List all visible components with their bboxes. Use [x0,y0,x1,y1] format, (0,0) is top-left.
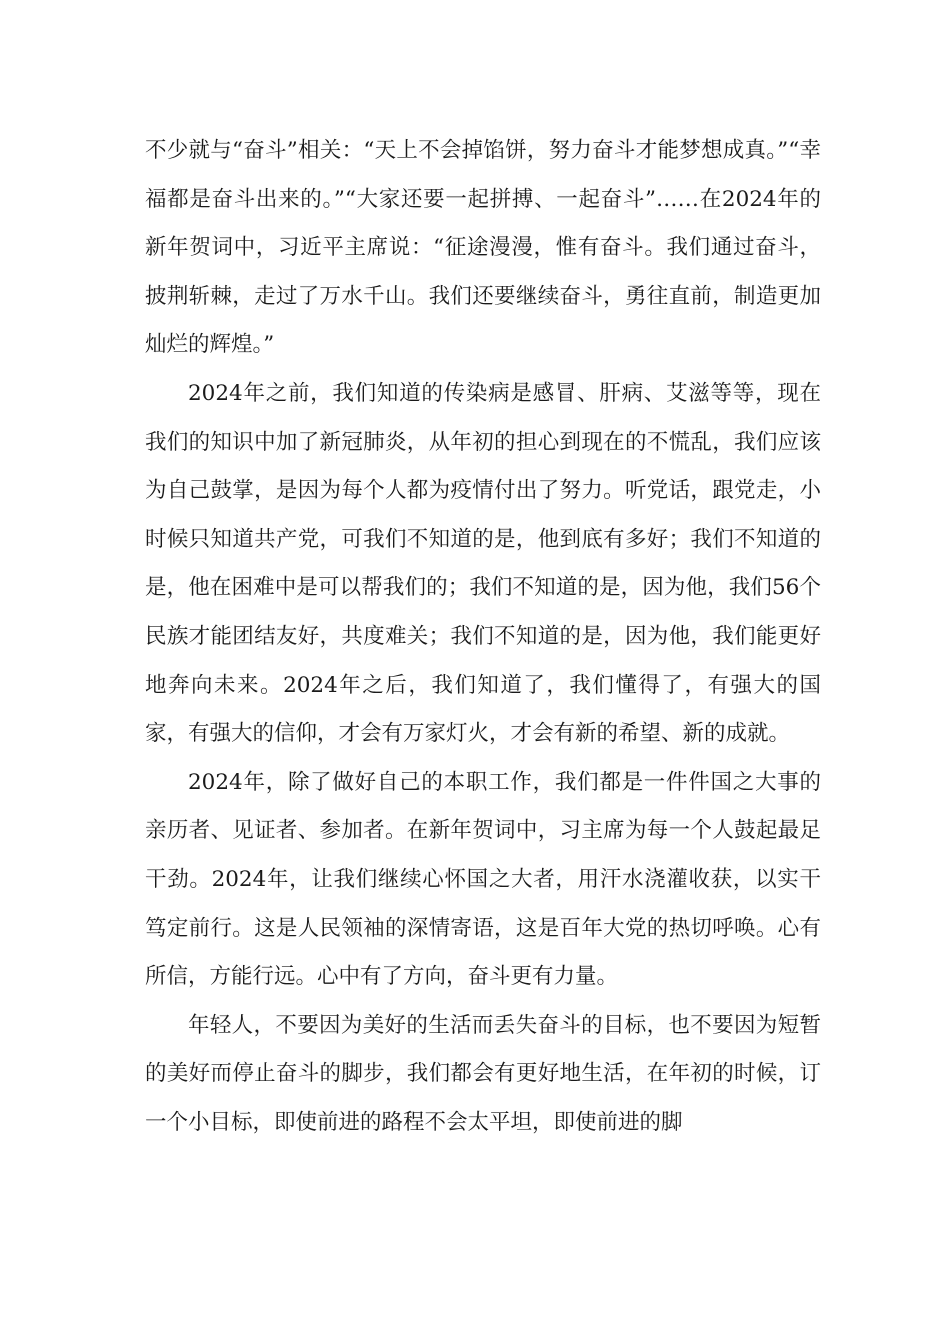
paragraph-1: 不少就与“奋斗”相关：“天上不会掉馅饼，努力奋斗才能梦想成真。”“幸福都是奋斗出来的。”“大家还要一起拼搏、一起奋斗”……在2024年的新年贺词中，习近平主席说：“征途漫漫，惟有奋斗。我们通过奋斗，披荆斩棘，走过了万水千山。我们还要继续奋斗，勇往直前，制造更加灿烂的辉煌。” [145,138,821,358]
paragraph-2: 2024年之前，我们知道的传染病是感冒、肝病、艾滋等等，现在我们的知识中加了新冠肺炎，从年初的担心到现在的不慌乱，我们应该为自己鼓掌，是因为每个人都为疫情付出了努力。听党话，跟党走，小时候只知道共产党，可我们不知道的是，他到底有多好；我们不知道的是，他在困难中是可以帮我们的；我们不知道的是，因为他，我们56个民族才能团结友好，共度难关；我们不知道的是，因为他，我们能更好地奔向未来。2024年之后，我们知道了，我们懂得了，有强大的国家，有强大的信仰，才会有万家灯火，才会有新的希望、新的成就。 [145,380,821,747]
paragraph-4: 年轻人，不要因为美好的生活而丢失奋斗的目标，也不要因为短暂的美好而停止奋斗的脚步，我们都会有更好地生活，在年初的时候，订一个小目标，即使前进的路程不会太平坦，即使前进的脚 [145,1012,821,1135]
paragraph-3: 2024年，除了做好自己的本职工作，我们都是一件件国之大事的亲历者、见证者、参加者。在新年贺词中，习主席为每一个人鼓起最足干劲。2024年，让我们继续心怀国之大者，用汗水浇灌收获，以实干笃定前行。这是人民领袖的深情寄语，这是百年大党的热切呼唤。心有所信，方能行远。心中有了方向，奋斗更有力量。 [145,769,821,990]
document-body [145,127,821,1147]
